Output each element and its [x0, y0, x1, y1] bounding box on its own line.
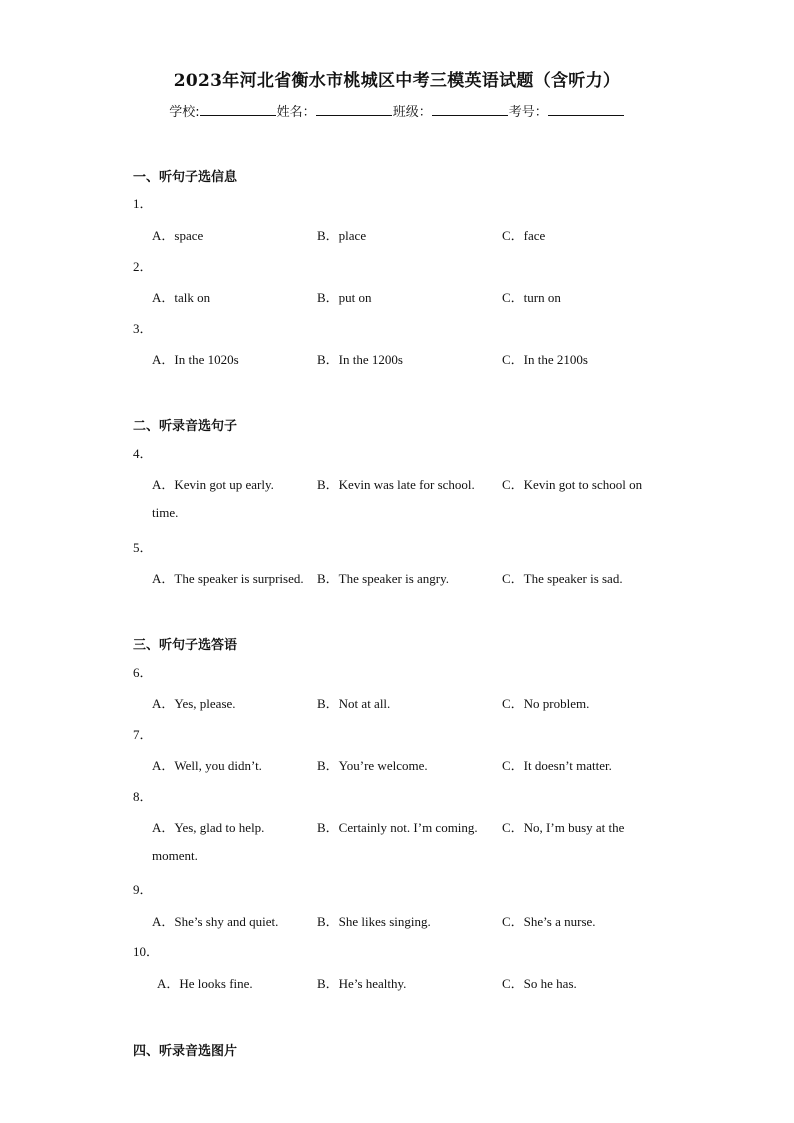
question-number-8: 8． [133, 789, 153, 804]
class-blank[interactable] [432, 103, 508, 116]
name-blank[interactable] [316, 103, 392, 116]
option-10a[interactable]: A．He looks fine. [157, 976, 253, 991]
name-label: 姓名： [276, 105, 316, 120]
option-10b[interactable]: B．He’s healthy. [317, 976, 407, 991]
section-heading-4: 四、听录音选图片 [133, 1044, 238, 1059]
option-9a[interactable]: A．She’s shy and quiet. [152, 914, 279, 929]
option-3b[interactable]: B．In the 1200s [317, 352, 403, 367]
option-4b[interactable]: B．Kevin was late for school. [317, 477, 475, 492]
option-7c[interactable]: C．It doesn’t matter. [502, 758, 612, 773]
number-label: 考号： [508, 105, 548, 120]
option-8b[interactable]: B．Certainly not. I’m coming. [317, 820, 478, 835]
option-3a[interactable]: A．In the 1020s [152, 352, 239, 367]
option-1c[interactable]: C．face [502, 228, 546, 243]
option-6b[interactable]: B．Not at all. [317, 696, 391, 711]
number-blank[interactable] [548, 103, 624, 116]
option-4c[interactable]: C．Kevin got to school on [502, 477, 643, 492]
question-number-9: 9． [133, 882, 153, 897]
option-6c[interactable]: C．No problem. [502, 696, 590, 711]
section-heading-1: 一、听句子选信息 [133, 170, 238, 185]
option-6a[interactable]: A．Yes, please. [152, 696, 236, 711]
option-1b[interactable]: B．place [317, 228, 367, 243]
option-9b[interactable]: B．She likes singing. [317, 914, 431, 929]
school-blank[interactable] [200, 103, 276, 116]
option-1a[interactable]: A．space [152, 228, 204, 243]
question-number-7: 7． [133, 727, 153, 742]
page-title: 2023年河北省衡水市桃城区中考三模英语试题（含听力） [173, 71, 621, 91]
option-5a[interactable]: A．The speaker is surprised. [152, 571, 304, 586]
option-8c-continuation: moment. [152, 848, 198, 863]
option-8c[interactable]: C．No, I’m busy at the [502, 820, 625, 835]
section-heading-2: 二、听录音选句子 [133, 419, 238, 434]
question-number-1: 1． [133, 196, 153, 211]
option-7b[interactable]: B．You’re welcome. [317, 758, 428, 773]
option-2a[interactable]: A．talk on [152, 290, 211, 305]
option-4a[interactable]: A．Kevin got up early. [152, 477, 274, 492]
question-number-10: 10． [133, 944, 160, 959]
option-3c[interactable]: C．In the 2100s [502, 352, 588, 367]
option-8a[interactable]: A．Yes, glad to help. [152, 820, 265, 835]
option-2c[interactable]: C．turn on [502, 290, 561, 305]
option-5c[interactable]: C．The speaker is sad. [502, 571, 623, 586]
option-4c-continuation: time. [152, 505, 179, 520]
option-9c[interactable]: C．She’s a nurse. [502, 914, 596, 929]
class-label: 班级： [392, 105, 432, 120]
question-number-5: 5． [133, 540, 153, 555]
question-number-4: 4． [133, 446, 153, 461]
question-number-2: 2． [133, 259, 153, 274]
option-7a[interactable]: A．Well, you didn’t. [152, 758, 262, 773]
option-2b[interactable]: B．put on [317, 290, 372, 305]
option-10c[interactable]: C．So he has. [502, 976, 577, 991]
school-label: 学校: [169, 105, 200, 120]
question-number-3: 3． [133, 321, 153, 336]
question-number-6: 6． [133, 665, 153, 680]
section-heading-3: 三、听句子选答语 [133, 638, 238, 653]
option-5b[interactable]: B．The speaker is angry. [317, 571, 450, 586]
student-info-line [0, 101, 794, 120]
